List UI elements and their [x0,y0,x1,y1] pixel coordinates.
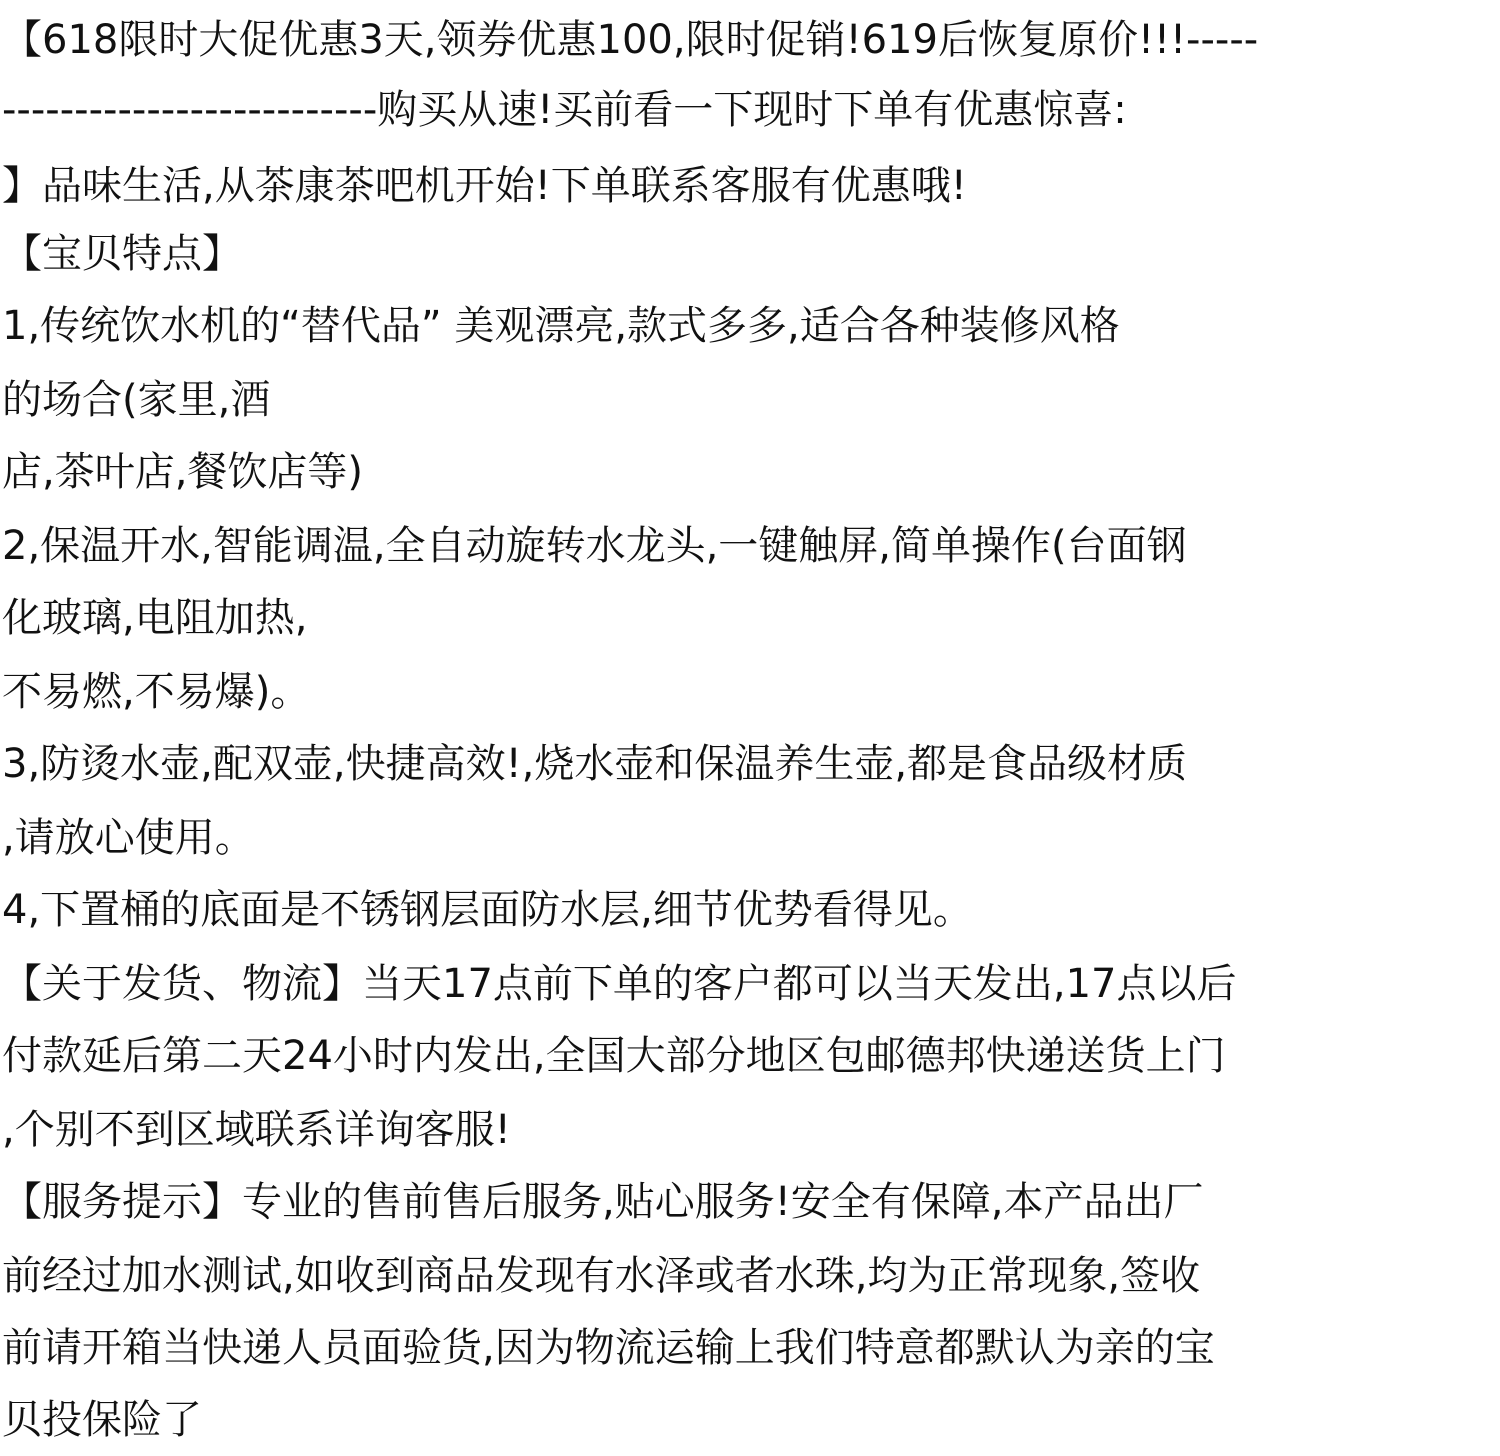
promo-line-3: 】品味生活,从茶康茶吧机开始!下单联系客服有优惠哦! [2,163,967,209]
features-heading: 【宝贝特点】 [2,231,242,277]
feature-3-line-1: 3,防烫水壶,配双壶,快捷高效!,烧水壶和保温养生壶,都是食品级材质 [2,741,1188,787]
service-tip-line-4: 贝投保险了 [2,1397,202,1443]
feature-2-line-1: 2,保温开水,智能调温,全自动旋转水龙头,一键触屏,简单操作(台面钢 [2,523,1187,569]
feature-2-line-3: 不易燃,不易爆)。 [2,669,311,715]
shipping-line-1: 【关于发货、物流】当天17点前下单的客户都可以当天发出,17点以后 [2,961,1237,1007]
promo-line-2: --------------------------购买从速!买前看一下现时下单有优惠惊喜: [2,87,1127,133]
feature-1-line-3: 店,茶叶店,餐饮店等) [2,449,364,495]
promo-line-1: 【618限时大促优惠3天,领券优惠100,限时促销!619后恢复原价!!!----- [2,17,1259,63]
shipping-line-3: ,个别不到区域联系详询客服! [2,1107,511,1153]
feature-4-line-1: 4,下置桶的底面是不锈钢层面防水层,细节优势看得见。 [2,887,973,933]
feature-3-line-2: ,请放心使用。 [2,815,255,861]
service-tip-line-3: 前请开箱当快递人员面验货,因为物流运输上我们特意都默认为亲的宝 [2,1325,1215,1371]
service-tip-line-1: 【服务提示】专业的售前售后服务,贴心服务!安全有保障,本产品出厂 [2,1179,1204,1225]
feature-2-line-2: 化玻璃,电阻加热, [2,595,308,641]
shipping-line-2: 付款延后第二天24小时内发出,全国大部分地区包邮德邦快递送货上门 [2,1033,1226,1079]
feature-1-line-1: 1,传统饮水机的“替代品” 美观漂亮,款式多多,适合各种装修风格 [2,303,1120,349]
feature-1-line-2: 的场合(家里,酒 [2,377,271,423]
service-tip-line-2: 前经过加水测试,如收到商品发现有水泽或者水珠,均为正常现象,签收 [2,1253,1201,1299]
